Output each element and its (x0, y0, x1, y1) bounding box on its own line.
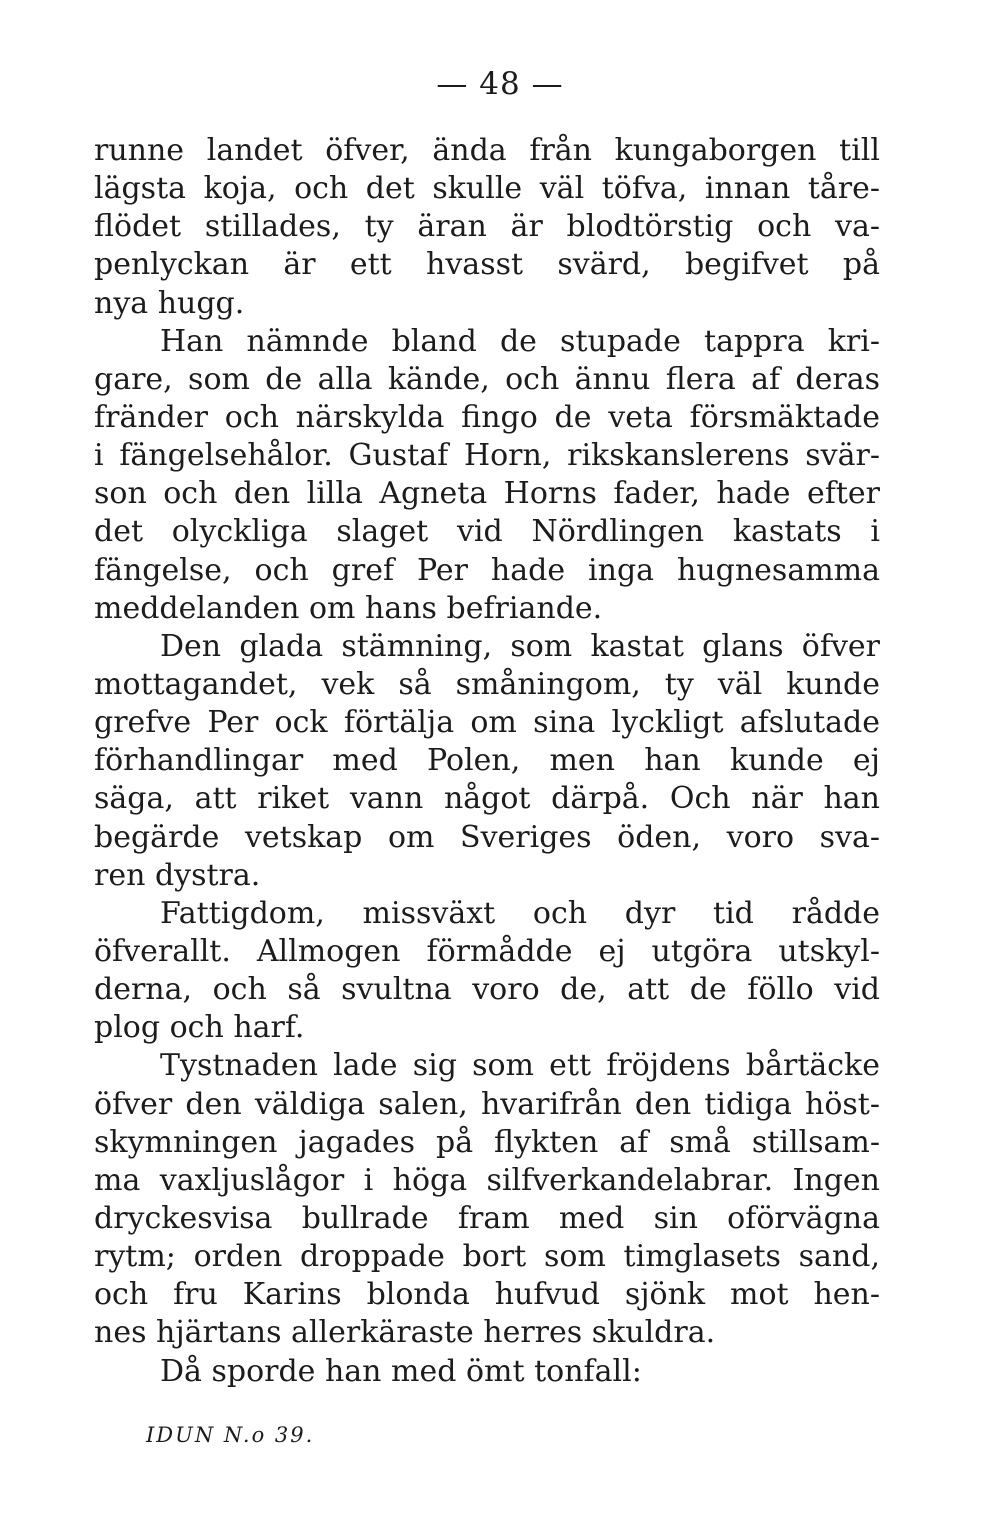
text-line: det olyckliga slaget vid Nördlingen kastats i (94, 514, 880, 550)
text-line: ma vaxljuslågor i höga silfverkandelabrar. Ingen (94, 1162, 880, 1198)
text-line: ren dystra. (94, 857, 261, 893)
text-line: Fattigdom, missväxt och dyr tid rådde (160, 895, 880, 931)
text-line: Han nämnde bland de stupade tappra kri- (160, 323, 880, 359)
text-line: Tystnaden lade sig som ett fröjdens bårtäcke (160, 1048, 880, 1084)
text-line: skymningen jagades på flykten af små stillsam- (94, 1124, 880, 1160)
text-line: öfverallt. Allmogen förmådde ej utgöra utskyl- (94, 933, 880, 969)
text-line: son och den lilla Agneta Horns fader, hade efter (94, 476, 880, 512)
text-line: fängelse, och gref Per hade inga hugnesamma (94, 552, 880, 588)
text-line: säga, att riket vann något därpå. Och när han (94, 781, 880, 817)
text-line: och fru Karins blonda hufvud sjönk mot hen- (94, 1277, 880, 1313)
text-line: öfver den väldiga salen, hvarifrån den tidiga höst- (94, 1086, 880, 1122)
text-line: i fängelsehålor. Gustaf Horn, rikskanslerens svär- (94, 438, 880, 474)
text-line: mottagandet, vek så småningom, ty väl kunde (94, 666, 880, 702)
text-line: Den glada stämning, som kastat glans öfver (160, 628, 880, 664)
text-line: nes hjärtans allerkäraste herres skuldra. (94, 1315, 716, 1351)
text-line: Då sporde han med ömt tonfall: (160, 1353, 642, 1389)
text-line: dryckesvisa bullrade fram med sin oförvägna (94, 1200, 880, 1236)
printer-signature-mark: IDUN N.o 39. (146, 1423, 315, 1447)
text-line: plog och harf. (94, 1010, 305, 1046)
text-line: rytm; orden droppade bort som timglasets sand, (94, 1239, 880, 1275)
text-line: nya hugg. (94, 285, 245, 321)
text-line: gare, som de alla kände, och ännu flera af deras (94, 361, 880, 397)
page-number: — 48 — (436, 66, 564, 102)
text-line: grefve Per ock förtälja om sina lyckligt afslutade (94, 705, 880, 741)
text-line: penlyckan är ett hvasst svärd, begifvet på (94, 247, 880, 283)
text-line: runne landet öfver, ända från kungaborgen till (94, 133, 880, 168)
text-line: derna, och så svultna voro de, att de föllo vid (94, 972, 880, 1008)
text-line: flödet stillades, ty äran är blodtörstig och va- (94, 209, 880, 245)
text-line: meddelanden om hans befriande. (94, 590, 603, 626)
text-line: förhandlingar med Polen, men han kunde ej (94, 743, 880, 779)
text-line: fränder och närskylda fingo de veta försmäktade (94, 399, 880, 435)
body-text (94, 132, 880, 1391)
text-line: begärde vetskap om Sveriges öden, voro sva- (94, 819, 880, 855)
text-line: lägsta koja, och det skulle väl töfva, innan tåre- (94, 171, 880, 207)
